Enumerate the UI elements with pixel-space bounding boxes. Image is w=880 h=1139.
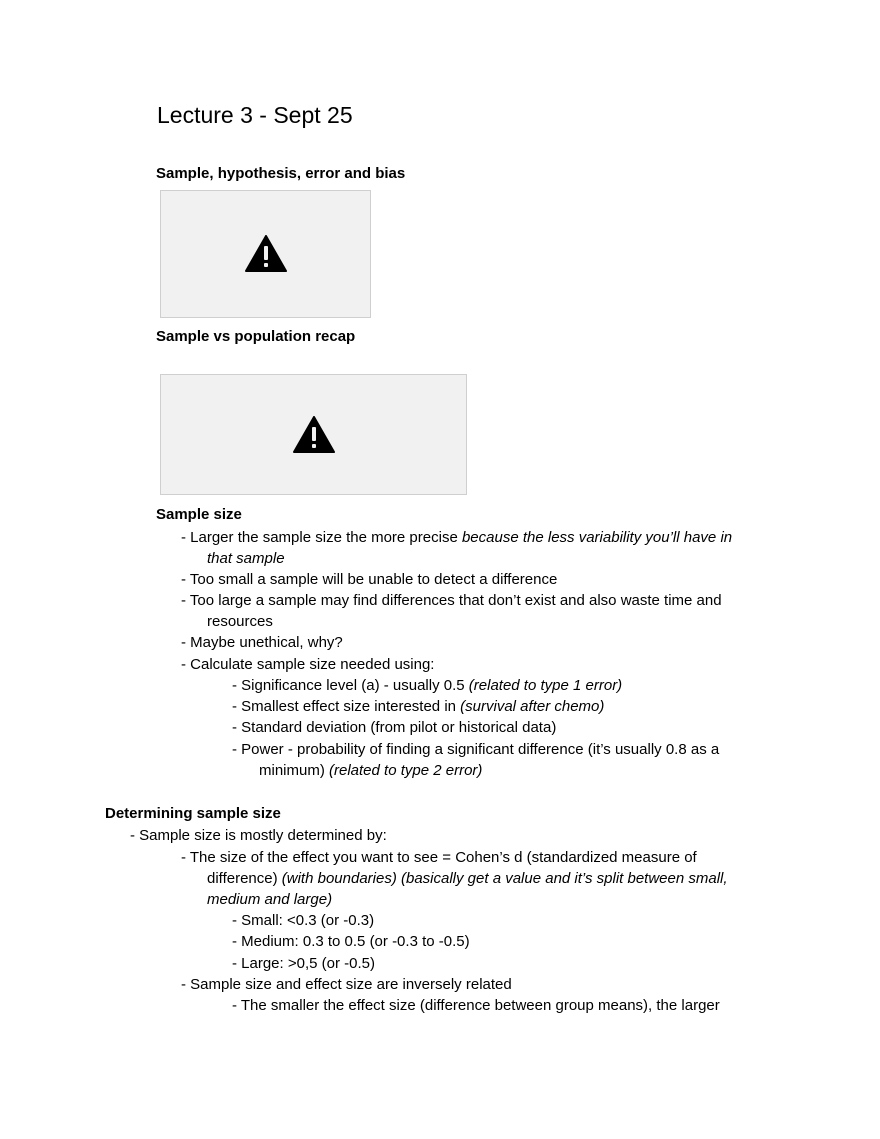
section-heading-sample-hypothesis: Sample, hypothesis, error and bias — [156, 165, 406, 182]
bullet-unethical: - Maybe unethical, why? — [181, 634, 343, 651]
bullet-italic-text: (survival after chemo) — [460, 698, 605, 715]
bullet-too-small: - Too small a sample will be unable to detect a difference — [181, 571, 558, 588]
bullet-larger-sample — [181, 527, 732, 548]
bullet-continuation — [207, 868, 728, 889]
sub-bullet-small: - Small: <0.3 (or -0.3) — [232, 912, 375, 929]
sub-bullet-effect-size — [232, 696, 604, 717]
image-placeholder-2 — [160, 374, 467, 495]
bullet-continuation: resources — [207, 613, 273, 630]
bullet-text: minimum) — [259, 762, 329, 779]
bullet-italic-text: (related to type 1 error) — [468, 677, 623, 694]
sub-bullet-power: - Power - probability of finding a significant difference (it’s usually 0.8 as a — [232, 741, 720, 758]
page-title: Lecture 3 - Sept 25 — [157, 102, 353, 128]
bullet-italic-text: (with boundaries) (basically get a value and it’s split between small, — [281, 870, 728, 887]
sub-bullet-significance — [232, 675, 622, 696]
bullet-continuation — [207, 548, 285, 569]
bullet-italic-text: because the less variability you’ll have in — [461, 529, 733, 546]
bullet-italic-text: (related to type 2 error) — [329, 762, 483, 779]
bullet-text: difference) — [207, 870, 282, 887]
sub-bullet-large: - Large: >0,5 (or -0.5) — [232, 955, 375, 972]
sub-bullet-std-dev: - Standard deviation (from pilot or historical data) — [232, 719, 557, 736]
bullet-continuation — [259, 760, 482, 781]
bullet-text: - Significance level (a) - usually 0.5 — [232, 677, 469, 694]
bullet-continuation — [207, 889, 332, 910]
sub-bullet-medium: - Medium: 0.3 to 0.5 (or -0.3 to -0.5) — [232, 933, 470, 950]
bullet-italic-text: that sample — [207, 550, 285, 567]
section-heading-sample-size: Sample size — [156, 506, 242, 523]
bullet-too-large: - Too large a sample may find differences that don’t exist and also waste time and — [181, 592, 722, 609]
bullet-italic-text: medium and large) — [207, 891, 333, 908]
bullet-text: - Larger the sample size the more precise — [181, 529, 462, 546]
image-placeholder-1 — [160, 190, 371, 318]
bullet-determined-by: - Sample size is mostly determined by: — [130, 827, 387, 844]
bullet-calculate: - Calculate sample size needed using: — [181, 656, 435, 673]
section-heading-sample-vs-population: Sample vs population recap — [156, 328, 356, 345]
section-heading-determining: Determining sample size — [105, 805, 281, 822]
bullet-text: - Smallest effect size interested in — [232, 698, 461, 715]
bullet-effect-size: - The size of the effect you want to see = Cohen’s d (standardized measure of — [181, 849, 697, 866]
warning-icon — [245, 235, 287, 273]
bullet-inverse-relation: - Sample size and effect size are inversely related — [181, 976, 512, 993]
warning-icon — [293, 416, 335, 454]
sub-bullet-smaller-effect: - The smaller the effect size (difference between group means), the larger — [232, 997, 720, 1014]
